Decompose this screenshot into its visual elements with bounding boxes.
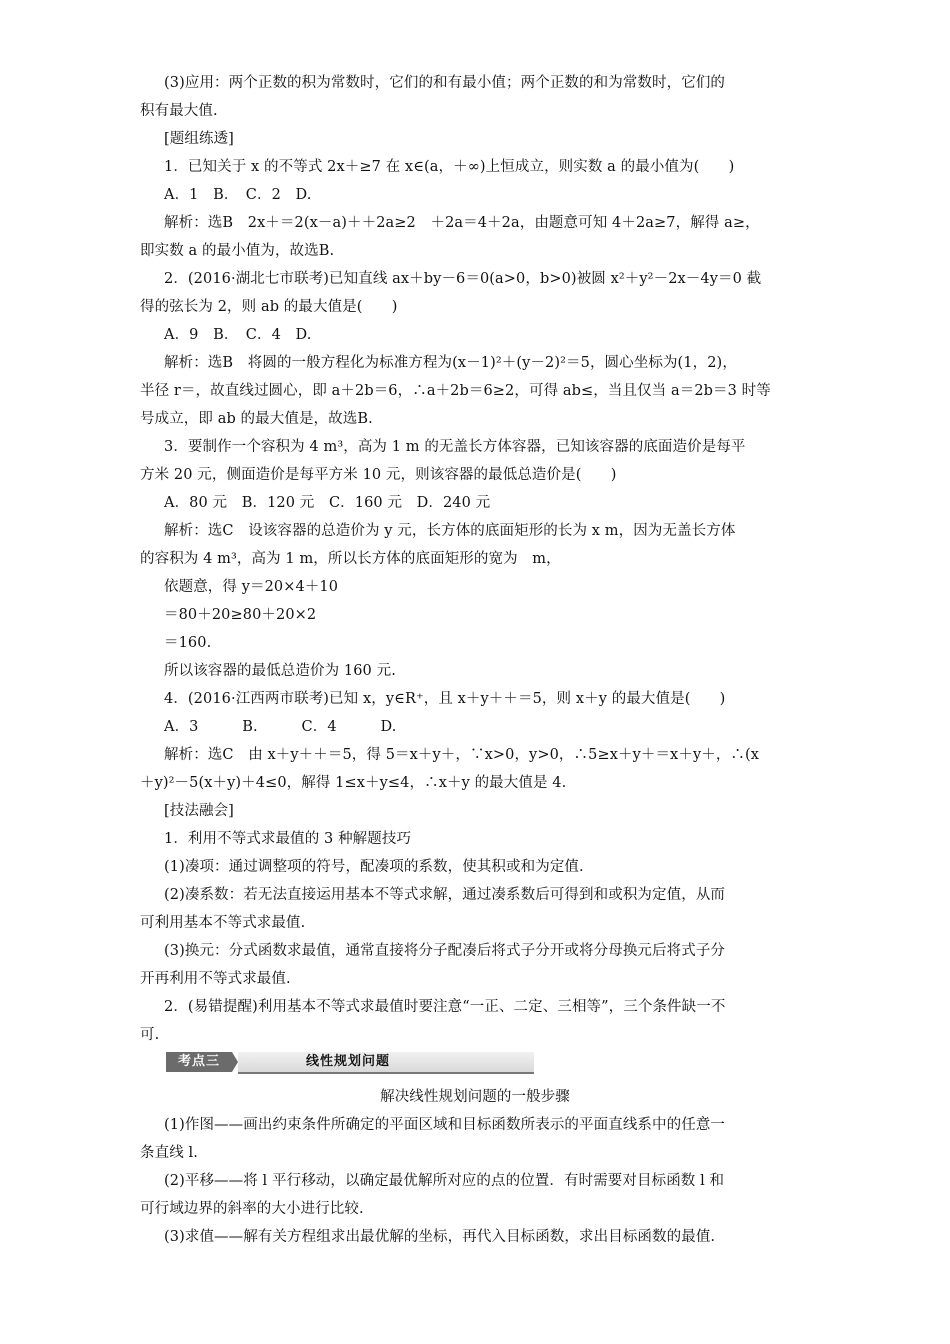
question-1-options: A．1 B． C．2 D. xyxy=(164,187,312,203)
question-3-options: A．80 元 B．120 元 C．160 元 D．240 元 xyxy=(164,495,491,511)
solution-2-cont: 半径 r＝，故直线过圆心，即 a＋2b＝6，∴a＋2b＝6≥2，可得 ab≤，当且仅当 a＝2b＝3 时等 xyxy=(140,383,771,399)
solution-3-conclusion: 所以该容器的最低总造价为 160 元. xyxy=(164,663,396,679)
question-2: 2．(2016·湖北七市联考)已知直线 ax＋by－6＝0(a>0，b>0)被圆 x²＋y²－2x－4y＝0 截 xyxy=(164,271,762,287)
topic-banner xyxy=(166,1050,534,1074)
question-1: 1．已知关于 x 的不等式 2x＋≥7 在 x∈(a，＋∞)上恒成立，则实数 a 的最小值为( ) xyxy=(164,159,735,175)
question-4: 4．(2016·江西两市联考)已知 x，y∈R⁺，且 x＋y＋＋＝5，则 x＋y 的最大值是( ) xyxy=(164,691,726,707)
warning-note-cont: 可. xyxy=(140,1027,160,1043)
solution-4-cont: ＋y)²－5(x＋y)＋4≤0，解得 1≤x＋y≤4，∴x＋y 的最大值是 4. xyxy=(140,775,567,791)
solution-1-cont: 即实数 a 的最小值为，故选B. xyxy=(140,243,335,259)
solution-4: 解析：选C 由 x＋y＋＋＝5，得 5＝x＋y＋，∵x>0，y>0，∴5≥x＋y＋＝x＋y＋，∴(x xyxy=(164,747,760,763)
technique-item: (1)凑项：通过调整项的符号，配凑项的系数，使其积或和为定值. xyxy=(164,859,584,875)
solution-2-cont: 号成立，即 ab 的最大值是，故选B. xyxy=(140,411,373,427)
solution-3: 解析：选C 设该容器的总造价为 y 元，长方体的底面矩形的长为 x m，因为无盖长方体 xyxy=(164,523,736,539)
technique-item: (2)凑系数：若无法直接运用基本不等式求解，通过凑系数后可得到和或积为定值，从而 xyxy=(164,887,726,903)
solution-3-cont: 的容积为 4 m³，高为 1 m，所以长方体的底面矩形的宽为 m， xyxy=(140,551,561,567)
section-heading: 解决线性规划问题的一般步骤 xyxy=(380,1089,570,1105)
text-line: 积有最大值. xyxy=(140,103,218,119)
solution-1: 解析：选B 2x＋＝2(x－a)＋＋2a≥2 ＋2a＝4＋2a，由题意可知 4＋2a≥7，解得 a≥， xyxy=(164,215,760,231)
step-item: (1)作图——画出约束条件所确定的平面区域和目标函数所表示的平面直线系中的任意一 xyxy=(164,1117,726,1133)
text-line: (3)应用：两个正数的积为常数时，它们的和有最小值；两个正数的和为常数时，它们的 xyxy=(164,75,726,91)
question-3: 3．要制作一个容积为 4 m³，高为 1 m 的无盖长方体容器，已知该容器的底面造价是每平 xyxy=(164,439,746,455)
solution-3-eq: ＝160. xyxy=(164,635,212,651)
step-item: (2)平移——将 l 平行移动，以确定最优解所对应的点的位置．有时需要对目标函数 l 和 xyxy=(164,1173,725,1189)
question-2-options: A．9 B． C．4 D. xyxy=(164,327,312,343)
section-label: [题组练透] xyxy=(164,131,234,147)
question-4-options: A．3 B. C．4 D. xyxy=(164,719,397,735)
warning-note: 2．(易错提醒)利用基本不等式求最值时要注意“一正、二定、三相等”，三个条件缺一不 xyxy=(164,999,726,1015)
banner-title: 线性规划问题 xyxy=(305,1054,390,1069)
question-3-cont: 方米 20 元，侧面造价是每平方米 10 元，则该容器的最低总造价是( ) xyxy=(140,467,617,483)
solution-2: 解析：选B 将圆的一般方程化为标准方程为(x－1)²＋(y－2)²＝5，圆心坐标为(1，2)， xyxy=(164,355,737,371)
step-item-cont: 可行域边界的斜率的大小进行比较. xyxy=(140,1201,364,1217)
solution-3-eq: ＝80＋20≥80＋20×2 xyxy=(164,607,317,623)
technique-item-cont: 开再利用不等式求最值. xyxy=(140,971,291,987)
step-item: (3)求值——解有关方程组求出最优解的坐标，再代入目标函数，求出目标函数的最值. xyxy=(164,1229,716,1245)
step-item-cont: 条直线 l. xyxy=(140,1145,198,1161)
technique-item-cont: 可利用基本不等式求最值. xyxy=(140,915,306,931)
banner-tag: 考点三 xyxy=(166,1052,232,1072)
technique-item: (3)换元：分式函数求最值，通常直接将分子配凑后将式子分开或将分母换元后将式子分 xyxy=(164,943,726,959)
question-2-cont: 得的弦长为 2，则 ab 的最大值是( ) xyxy=(140,299,398,315)
solution-3-eq: 依题意，得 y＝20×4＋10 xyxy=(164,579,339,595)
section-label: [技法融会] xyxy=(164,803,234,819)
technique-heading: 1．利用不等式求最值的 3 种解题技巧 xyxy=(164,831,412,847)
